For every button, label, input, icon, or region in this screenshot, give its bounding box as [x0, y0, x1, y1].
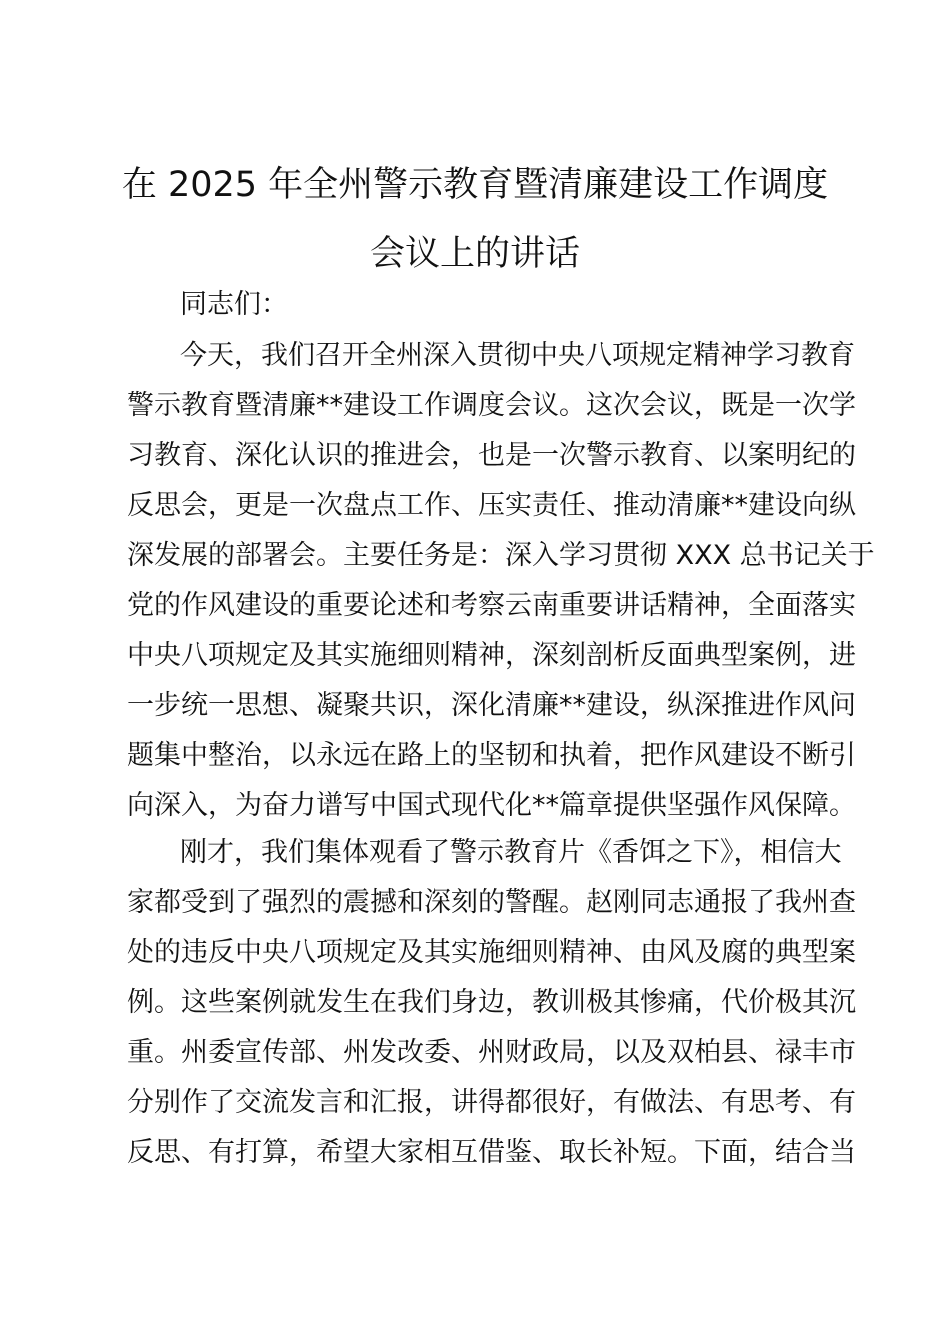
paragraph-1-line: 题集中整治，以永远在路上的坚韧和执着，把作风建设不断引: [127, 740, 856, 771]
paragraph-2-line: 家都受到了强烈的震撼和深刻的警醒。赵刚同志通报了我州查: [127, 887, 856, 918]
paragraph-1-line: 反思会，更是一次盘点工作、压实责任、推动清廉**建设向纵: [127, 490, 856, 521]
paragraph-1-line: 党的作风建设的重要论述和考察云南重要讲话精神，全面落实: [127, 590, 856, 621]
salutation: 同志们：: [180, 289, 288, 320]
paragraph-1-line: 今天，我们召开全州深入贯彻中央八项规定精神学习教育: [180, 340, 855, 371]
paragraph-2-line: 刚才，我们集体观看了警示教育片《香饵之下》，相信大: [180, 837, 842, 868]
paragraph-1-line: 向深入，为奋力谱写中国式现代化**篇章提供坚强作风保障。: [127, 790, 856, 821]
paragraph-2-line: 反思、有打算，希望大家相互借鉴、取长补短。下面，结合当: [127, 1137, 856, 1168]
paragraph-1-line: 中央八项规定及其实施细则精神，深刻剖析反面典型案例，进: [127, 640, 856, 671]
paragraph-2-line: 例。这些案例就发生在我们身边，教训极其惨痛，代价极其沉: [127, 987, 856, 1018]
paragraph-2-line: 重。州委宣传部、州发改委、州财政局，以及双柏县、禄丰市: [127, 1037, 856, 1068]
paragraph-1-line: 深发展的部署会。主要任务是：深入学习贯彻 XXX 总书记关于: [127, 540, 875, 571]
document-title-line-2: 会议上的讲话: [369, 234, 580, 274]
paragraph-2-line: 分别作了交流发言和汇报，讲得都很好，有做法、有思考、有: [127, 1087, 856, 1118]
paragraph-1-line: 一步统一思想、凝聚共识，深化清廉**建设，纵深推进作风问: [127, 690, 856, 721]
paragraph-1-line: 习教育、深化认识的推进会，也是一次警示教育、以案明纪的: [127, 440, 856, 471]
paragraph-2-line: 处的违反中央八项规定及其实施细则精神、由风及腐的典型案: [127, 937, 856, 968]
document-title-line-1: 在 2025 年全州警示教育暨清廉建设工作调度: [121, 165, 829, 205]
paragraph-1-line: 警示教育暨清廉**建设工作调度会议。这次会议，既是一次学: [127, 390, 856, 421]
